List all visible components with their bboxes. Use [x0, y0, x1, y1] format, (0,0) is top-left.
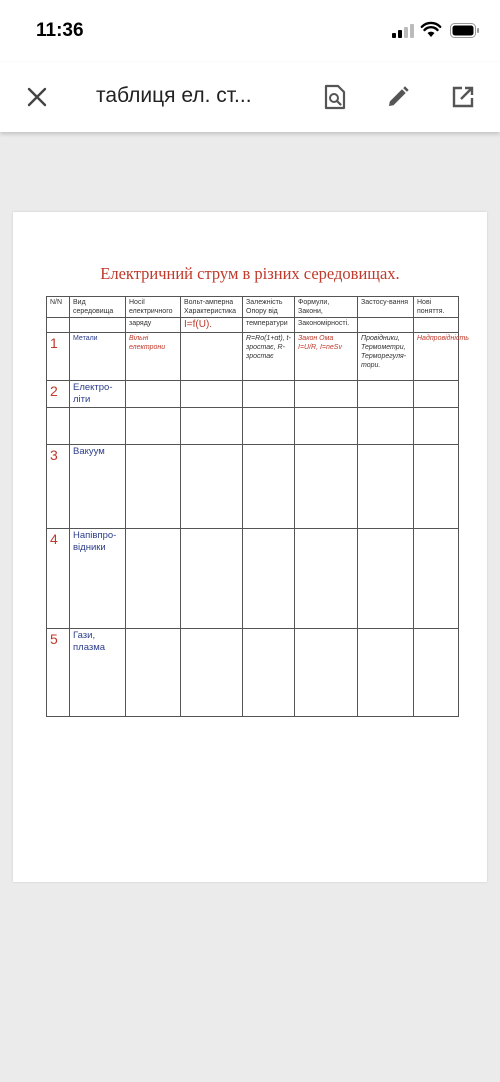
table-cell: [126, 629, 181, 717]
table-cell: [243, 629, 295, 717]
row-number: 4: [47, 529, 70, 629]
table-cell: [70, 408, 126, 445]
header-cell: Нові поняття.: [414, 297, 459, 318]
table-cell: [181, 381, 243, 408]
table-cell: [358, 408, 414, 445]
header-cell: Застосу-вання: [358, 297, 414, 318]
table-row: [47, 445, 459, 529]
table-cell: [295, 529, 358, 629]
table-cell: [414, 408, 459, 445]
table-cell: [181, 629, 243, 717]
row-number: 5: [47, 629, 70, 717]
table-cell: [295, 445, 358, 529]
edit-pencil-icon[interactable]: [383, 82, 413, 112]
document-page: [13, 212, 487, 882]
carriers-cell: Вільні електрони: [126, 333, 181, 381]
table-row: [47, 629, 459, 717]
header-cell: Залежність Опору від: [243, 297, 295, 318]
close-icon[interactable]: [22, 82, 52, 112]
table-cell: [243, 381, 295, 408]
medium-cell: Метали: [70, 333, 126, 381]
subheader-cell: заряду: [126, 318, 181, 333]
table-row: [47, 529, 459, 629]
table-row: [47, 333, 459, 381]
search-document-icon[interactable]: [320, 82, 350, 112]
header-cell: Вольт-амперна Характеристика: [181, 297, 243, 318]
table-cell: [243, 529, 295, 629]
temperature-cell: R=Ro(1+αt), t-зростає, R-зростає: [243, 333, 295, 381]
medium-cell: Гази, плазма: [70, 629, 126, 717]
table-cell: [414, 629, 459, 717]
header-cell: Носії електричного: [126, 297, 181, 318]
table-cell: [126, 529, 181, 629]
table-cell: [414, 529, 459, 629]
table-cell: [358, 529, 414, 629]
header-cell: Формули, Закони,: [295, 297, 358, 318]
subheader-cell: Закономірності.: [295, 318, 358, 333]
table-cell: [126, 445, 181, 529]
subheader-row: [47, 318, 459, 333]
signal-icon: [392, 24, 414, 38]
table-cell: [358, 629, 414, 717]
subheader-cell: температури: [243, 318, 295, 333]
table-cell: [181, 445, 243, 529]
header-cell: Вид середовища: [70, 297, 126, 318]
header-cell: N/N: [47, 297, 70, 318]
subheader-cell: [414, 318, 459, 333]
medium-cell: Напівпро-відники: [70, 529, 126, 629]
table-cell: [295, 629, 358, 717]
open-external-icon[interactable]: [448, 82, 478, 112]
table-cell: [243, 408, 295, 445]
status-time: 11:36: [36, 20, 84, 41]
new-concepts-cell: Надпровідність: [414, 333, 459, 381]
table-cell: [358, 445, 414, 529]
table-row: [47, 408, 459, 445]
subheader-cell: [47, 318, 70, 333]
iv-cell: [181, 333, 243, 381]
application-cell: Провідники, Термометри, Терморегуля-тори.: [358, 333, 414, 381]
subheader-cell: [70, 318, 126, 333]
row-number: 1: [47, 333, 70, 381]
row-number: 2: [47, 381, 70, 408]
table-cell: [47, 408, 70, 445]
table-cell: [126, 408, 181, 445]
header-row: [47, 297, 459, 318]
table-cell: [181, 408, 243, 445]
wifi-icon: [421, 22, 441, 38]
subheader-cell: I=f(U).: [181, 318, 243, 333]
battery-icon: [450, 23, 480, 38]
table-row: [47, 381, 459, 408]
table-cell: [414, 381, 459, 408]
table-cell: [295, 408, 358, 445]
table-cell: [181, 529, 243, 629]
medium-cell: Вакуум: [70, 445, 126, 529]
medium-cell: Електро-літи: [70, 381, 126, 408]
document-title: таблиця ел. ст...: [96, 84, 252, 107]
table-title: Електричний струм в різних середовищах.: [100, 264, 400, 283]
subheader-cell: [358, 318, 414, 333]
table-cell: [243, 445, 295, 529]
electric-current-table: [46, 296, 469, 717]
formulas-cell: Закон Ома I=U/R, I=neSv: [295, 333, 358, 381]
status-bar: [0, 0, 500, 62]
table-cell: [126, 381, 181, 408]
row-number: 3: [47, 445, 70, 529]
table-cell: [414, 445, 459, 529]
table-cell: [358, 381, 414, 408]
table-cell: [295, 381, 358, 408]
